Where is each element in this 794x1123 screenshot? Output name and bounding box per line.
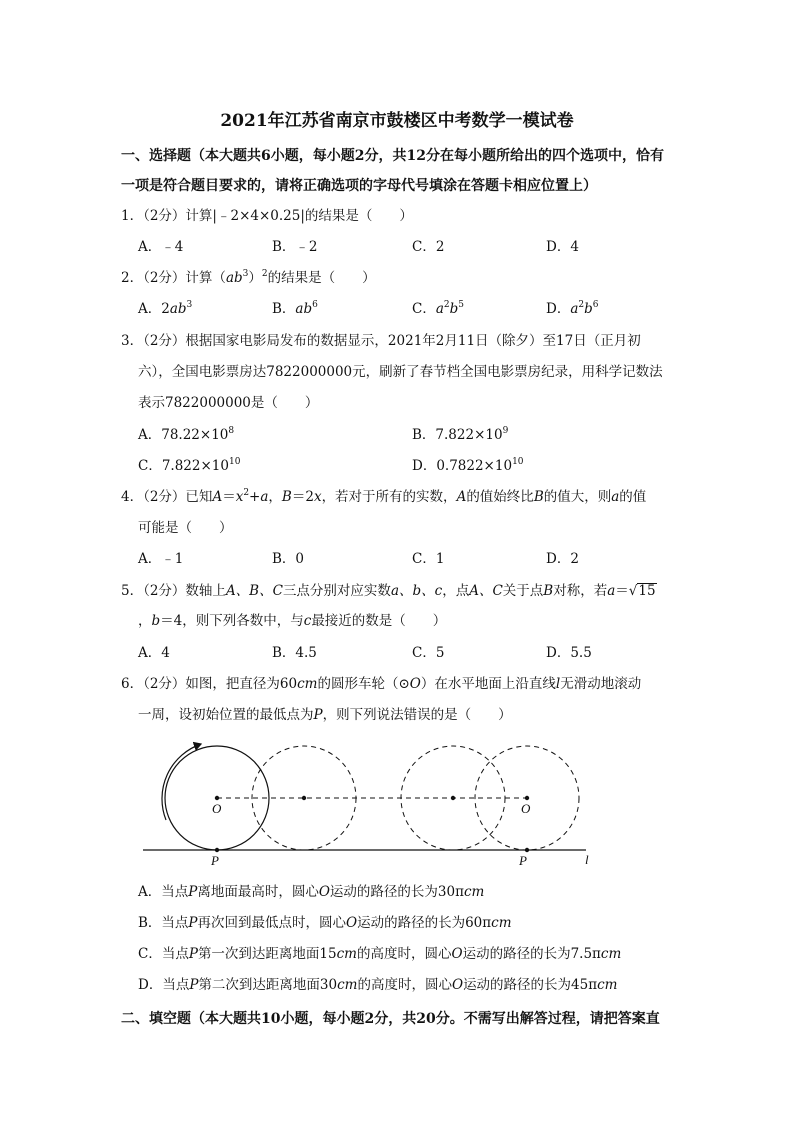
q5-option-c: C．5 <box>412 645 445 661</box>
q5-stem-line2: ，b＝4，则下列各数中，与c最接近的数是（ ） <box>138 613 447 629</box>
section1-heading: 一、选择题（本大题共6小题，每小题2分，共12分在每小题所给出的四个选项中，恰有 <box>121 148 664 164</box>
q4-stem-line2: 可能是（ ） <box>138 520 233 536</box>
q3-option-d: D．$0.7822\times 10^{10}$ <box>412 457 524 474</box>
q1-option-c: C．2 <box>412 239 445 255</box>
q3-option-a: A．$78.22\times 10^8$ <box>138 426 235 443</box>
q6-option-d: D．当点P第二次到达距离地面30cm的高度时，圆心O运动的路径的长为45πcm <box>138 977 618 993</box>
q1-option-a: A．﹣4 <box>138 239 184 255</box>
section1-heading-cont: 一项是符合题目要求的，请将正确选项的字母代号填涂在答题卡相应位置上） <box>121 178 597 194</box>
section2-heading: 二、填空题（本大题共10小题，每小题2分，共20分。不需写出解答过程，请把答案直 <box>121 1011 660 1027</box>
q2-stem: 2．（2分）计算$(ab^3)^2$的结果是（ ） <box>121 269 376 286</box>
q5-option-b: B．4.5 <box>272 645 317 661</box>
q3-stem-line3: 表示7822000000是（ ） <box>138 395 319 411</box>
q4-option-a: A．﹣1 <box>138 551 184 567</box>
q6-option-b: B．当点P再次回到最低点时，圆心O运动的路径的长为60πcm <box>138 915 512 931</box>
label-p2: P <box>519 853 527 868</box>
q5-stem-line1: 5．（2分）数轴上A、B、C三点分别对应实数a、b、c，点A、C关于点B对称，若a＝√15 <box>121 583 656 599</box>
q4-option-d: D．2 <box>546 551 579 567</box>
q2-option-d: D．$a^2b^6$ <box>546 300 599 317</box>
q1-option-b: B．﹣2 <box>272 239 318 255</box>
q3-stem-line2: 六），全国电影票房达7822000000元，刷新了春节档全国电影票房纪录，用科学记数法 <box>138 364 663 380</box>
q2-option-b: B．$ab^6$ <box>272 300 318 317</box>
page-title: 2021年江苏省南京市鼓楼区中考数学一模试卷 <box>220 111 574 131</box>
q1-option-d: D．4 <box>546 239 579 255</box>
q1-stem: 1．（2分）计算|﹣2×4×0.25|的结果是（ ） <box>121 208 413 224</box>
label-o2: O <box>521 801 531 816</box>
label-o1: O <box>212 801 222 816</box>
q4-option-c: C．1 <box>412 551 445 567</box>
q2-option-a: A．$2ab^3$ <box>138 300 193 317</box>
q4-stem-line1: 4．（2分）已知$A=x^2+a$，B＝2x，若对于所有的实数，A的值始终比B的值大，则a的值 <box>121 488 647 505</box>
q6-stem-line1: 6．（2分）如图，把直径为60cm的圆形车轮（⊙O）在水平地面上沿直线l无滑动地滚动 <box>121 676 642 692</box>
q6-option-c: C．当点P第一次到达距离地面15cm的高度时，圆心O运动的路径的长为7.5πcm <box>138 946 622 962</box>
q3-option-c: C．$7.822\times 10^{10}$ <box>138 457 241 474</box>
q3-stem-line1: 3．（2分）根据国家电影局发布的数据显示，2021年2月11日（除夕）至17日（正月初 <box>121 333 641 349</box>
q2-option-c: C．$a^2b^5$ <box>412 300 465 317</box>
q6-option-a: A．当点P离地面最高时，圆心O运动的路径的长为30πcm <box>138 884 485 900</box>
label-p1: P <box>211 853 219 868</box>
q3-option-b: B．$7.822\times 10^9$ <box>412 426 509 443</box>
label-l: l <box>585 852 589 867</box>
q5-option-a: A．4 <box>138 645 170 661</box>
q6-stem-line2: 一周，设初始位置的最低点为P，则下列说法错误的是（ ） <box>138 707 512 723</box>
q5-option-d: D．5.5 <box>546 645 592 661</box>
q4-option-b: B．0 <box>272 551 305 567</box>
